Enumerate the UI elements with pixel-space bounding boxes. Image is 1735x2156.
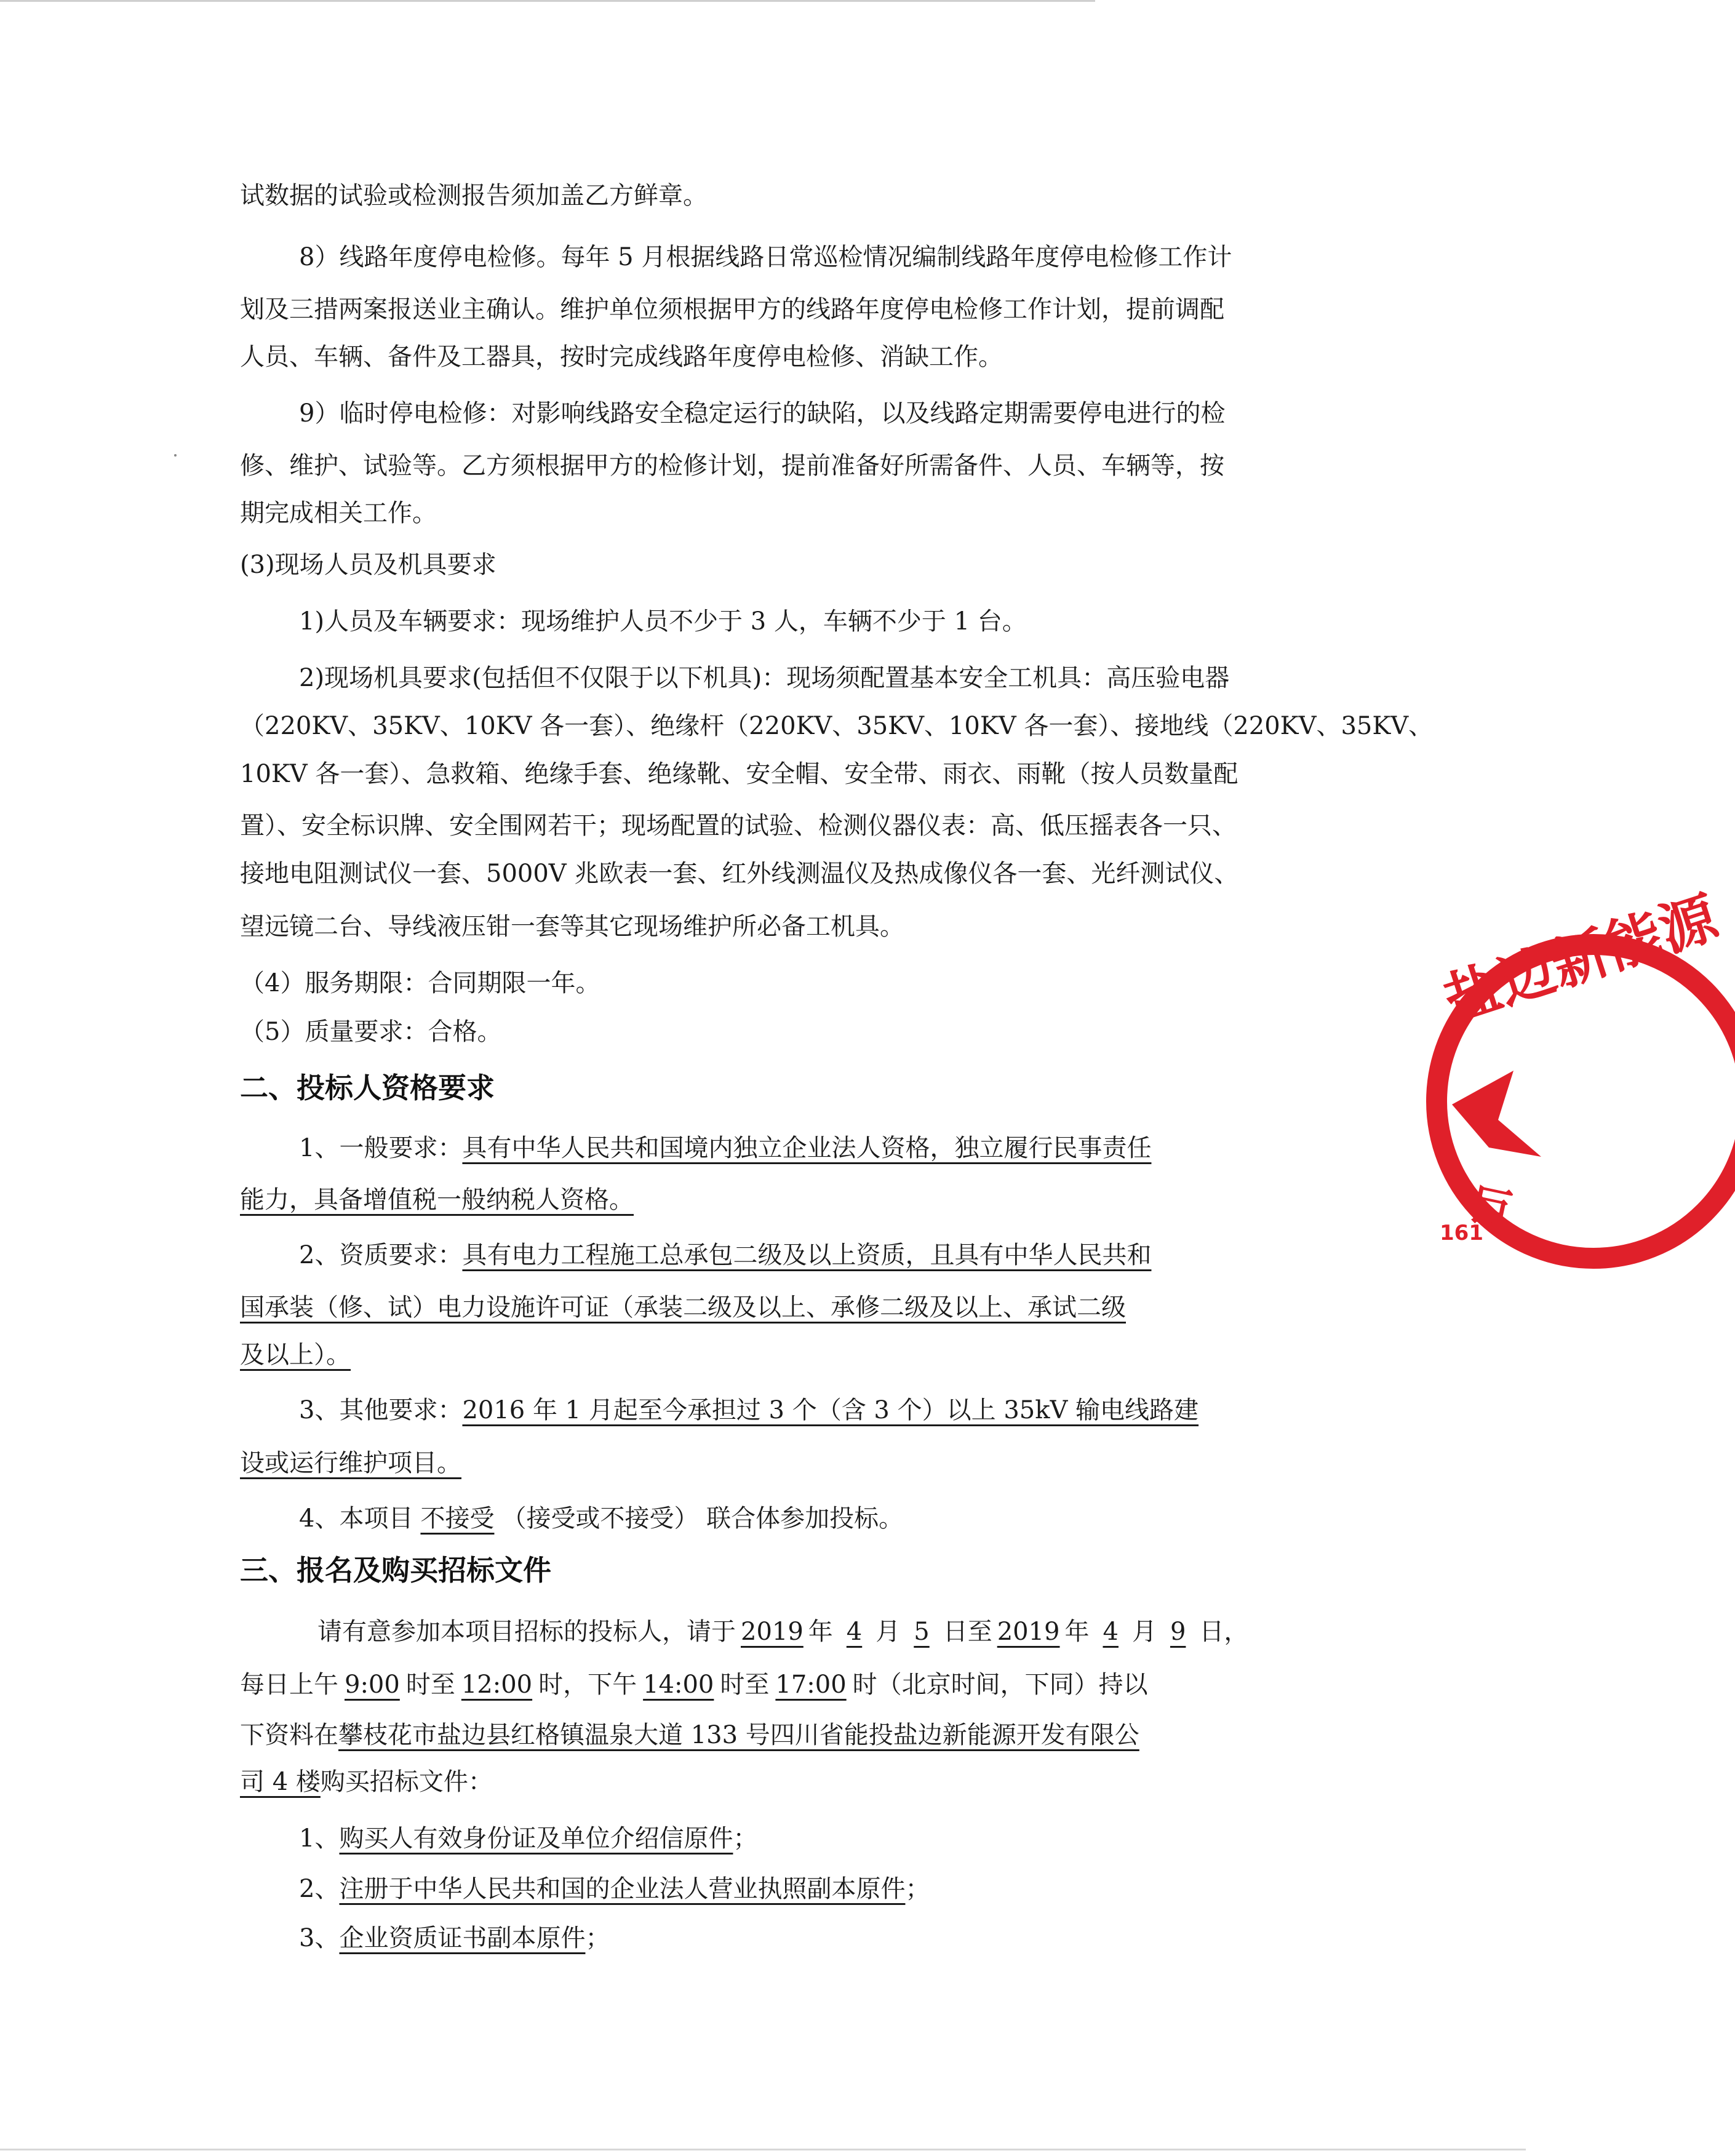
text: 年	[1064, 1618, 1090, 1646]
text-line: 人员、车辆、备件及工器具，按时完成线路年度停电检修、消缺工作。	[240, 343, 1003, 371]
requirement-line	[240, 1289, 1126, 1326]
item-end: ；	[905, 1875, 930, 1903]
requirement-text: 及以上）。	[240, 1341, 351, 1369]
requirement-line	[299, 1500, 903, 1537]
consortium-value: 不接受	[420, 1504, 495, 1533]
start-day: 5	[914, 1618, 930, 1646]
text-line: 望远镜二台、导线液压钳一套等其它现场维护所必备工机具。	[240, 912, 904, 941]
seal-number: 161	[1440, 1221, 1483, 1245]
text: 请有意参加本项目招标的投标人，请于	[317, 1618, 736, 1646]
registration-hours-line	[240, 1666, 1148, 1703]
end-month: 4	[1103, 1618, 1119, 1646]
requirement-text: （接受或不接受） 联合体参加投标。	[501, 1504, 904, 1533]
text-line: （220KV、35KV、10KV 各一套）、绝缘杆（220KV、35KV、10KV 各一套）、接地线（220KV、35KV、	[240, 712, 1434, 740]
am-start: 9:00	[345, 1671, 400, 1699]
text-line: 试数据的试验或检测报告须加盖乙方鲜章。	[240, 182, 708, 210]
item-text: 企业资质证书副本原件	[339, 1924, 586, 1952]
text-line: 划及三措两案报送业主确认。维护单位须根据甲方的线路年度停电检修工作计划，提前调配	[240, 295, 1224, 324]
requirement-line	[240, 1181, 634, 1218]
requirement-prefix: 2、资质要求：	[299, 1241, 463, 1269]
document-item	[299, 1920, 610, 1957]
text: 购买招标文件：	[320, 1768, 493, 1796]
text-line: 9）临时停电检修：对影响线路安全稳定运行的缺陷，以及线路定期需要停电进行的检	[299, 399, 1226, 428]
seal-star	[1452, 1071, 1541, 1157]
text-line: （4）服务期限：合同期限一年。	[240, 969, 600, 997]
item-text: 购买人有效身份证及单位介绍信原件	[339, 1824, 733, 1853]
requirement-text: 设或运行维护项目。	[240, 1449, 461, 1477]
requirement-text: 国承装（修、试）电力设施许可证（承装二级及以上、承修二级及以上、承试二级	[240, 1293, 1126, 1322]
text: 年	[808, 1618, 833, 1646]
text: 月	[1131, 1618, 1157, 1646]
address-line	[240, 1763, 493, 1800]
section-heading: 二、投标人资格要求	[240, 1071, 495, 1104]
text-line: （5）质量要求：合格。	[240, 1018, 502, 1046]
address-line	[240, 1717, 1139, 1754]
scan-speck	[174, 454, 177, 457]
requirement-prefix: 1、一般要求：	[299, 1134, 463, 1162]
document-item	[299, 1820, 757, 1857]
requirement-text: 2016 年 1 月起至今承担过 3 个（含 3 个）以上 35kV 输电线路建	[462, 1396, 1199, 1424]
text-line: 2)现场机具要求(包括但不仅限于以下机具)：现场须配置基本安全工机具：高压验电器	[299, 664, 1230, 692]
pm-end: 17:00	[775, 1671, 847, 1699]
text-line: 期完成相关工作。	[240, 499, 437, 527]
text-line: 8）线路年度停电检修。每年 5 月根据线路日常巡检情况编制线路年度停电检修工作计	[299, 243, 1232, 271]
text: 日，	[1199, 1618, 1249, 1646]
text-line: 10KV 各一套）、急救箱、绝缘手套、绝缘靴、安全帽、安全带、雨衣、雨靴（按人员数量配	[240, 760, 1238, 788]
item-number: 3、	[299, 1924, 340, 1952]
requirement-line	[299, 1237, 1151, 1274]
item-text: 注册于中华人民共和国的企业法人营业执照副本原件	[339, 1875, 906, 1903]
company-seal	[1415, 884, 1735, 1311]
document-item	[299, 1871, 930, 1907]
scan-bottom-edge	[0, 2149, 1526, 2150]
am-end: 12:00	[461, 1671, 533, 1699]
item-number: 1、	[299, 1824, 340, 1853]
text: 时（北京时间，下同）持以	[852, 1671, 1148, 1699]
text: 时至	[720, 1671, 770, 1699]
pm-start: 14:00	[643, 1671, 714, 1699]
text: 每日上午	[240, 1671, 338, 1699]
requirement-line	[240, 1336, 351, 1373]
seal-text: 盐边新能源	[1435, 884, 1726, 1034]
requirement-text: 能力，具备增值税一般纳税人资格。	[240, 1186, 634, 1214]
text: 时，下午	[538, 1671, 637, 1699]
requirement-prefix: 3、其他要求：	[299, 1396, 463, 1424]
section-heading: 三、报名及购买招标文件	[240, 1554, 551, 1587]
requirement-text: 具有电力工程施工总承包二级及以上资质，且具有中华人民共和	[462, 1241, 1152, 1269]
seal-bottom-glyph: 巨	[1465, 1178, 1518, 1238]
text: 时至	[405, 1671, 455, 1699]
item-end: ；	[585, 1924, 610, 1952]
text: 下资料在	[240, 1721, 338, 1749]
scan-top-edge	[0, 0, 1095, 2]
text: 日至	[943, 1618, 992, 1646]
address: 攀枝花市盐边县红格镇温泉大道 133 号四川省能投盐边新能源开发有限公	[338, 1721, 1139, 1749]
item-number: 2、	[299, 1875, 340, 1903]
requirement-line	[299, 1392, 1199, 1429]
address: 司 4 楼	[240, 1768, 321, 1796]
text-line: 修、维护、试验等。乙方须根据甲方的检修计划，提前准备好所需备件、人员、车辆等，按	[240, 452, 1224, 480]
requirement-line	[299, 1130, 1151, 1167]
text-line: (3)现场人员及机具要求	[240, 551, 497, 579]
requirement-text: 具有中华人民共和国境内独立企业法人资格，独立履行民事责任	[462, 1134, 1152, 1162]
text: 月	[875, 1618, 901, 1646]
text-line: 置）、安全标识牌、安全围网若干；现场配置的试验、检测仪器仪表：高、低压摇表各一只、	[240, 812, 1237, 840]
start-month: 4	[846, 1618, 863, 1646]
item-end: ；	[733, 1824, 758, 1853]
registration-period-line	[317, 1613, 1248, 1650]
text-line: 1)人员及车辆要求：现场维护人员不少于 3 人，车辆不少于 1 台。	[299, 607, 1027, 636]
requirement-line	[240, 1445, 461, 1482]
requirement-prefix: 4、本项目	[299, 1504, 413, 1533]
text-line: 接地电阻测试仪一套、5000V 兆欧表一套、红外线测温仪及热成像仪各一套、光纤测试仪、	[240, 860, 1239, 888]
start-year: 2019	[741, 1618, 804, 1646]
end-day: 9	[1170, 1618, 1186, 1646]
end-year: 2019	[997, 1618, 1060, 1646]
